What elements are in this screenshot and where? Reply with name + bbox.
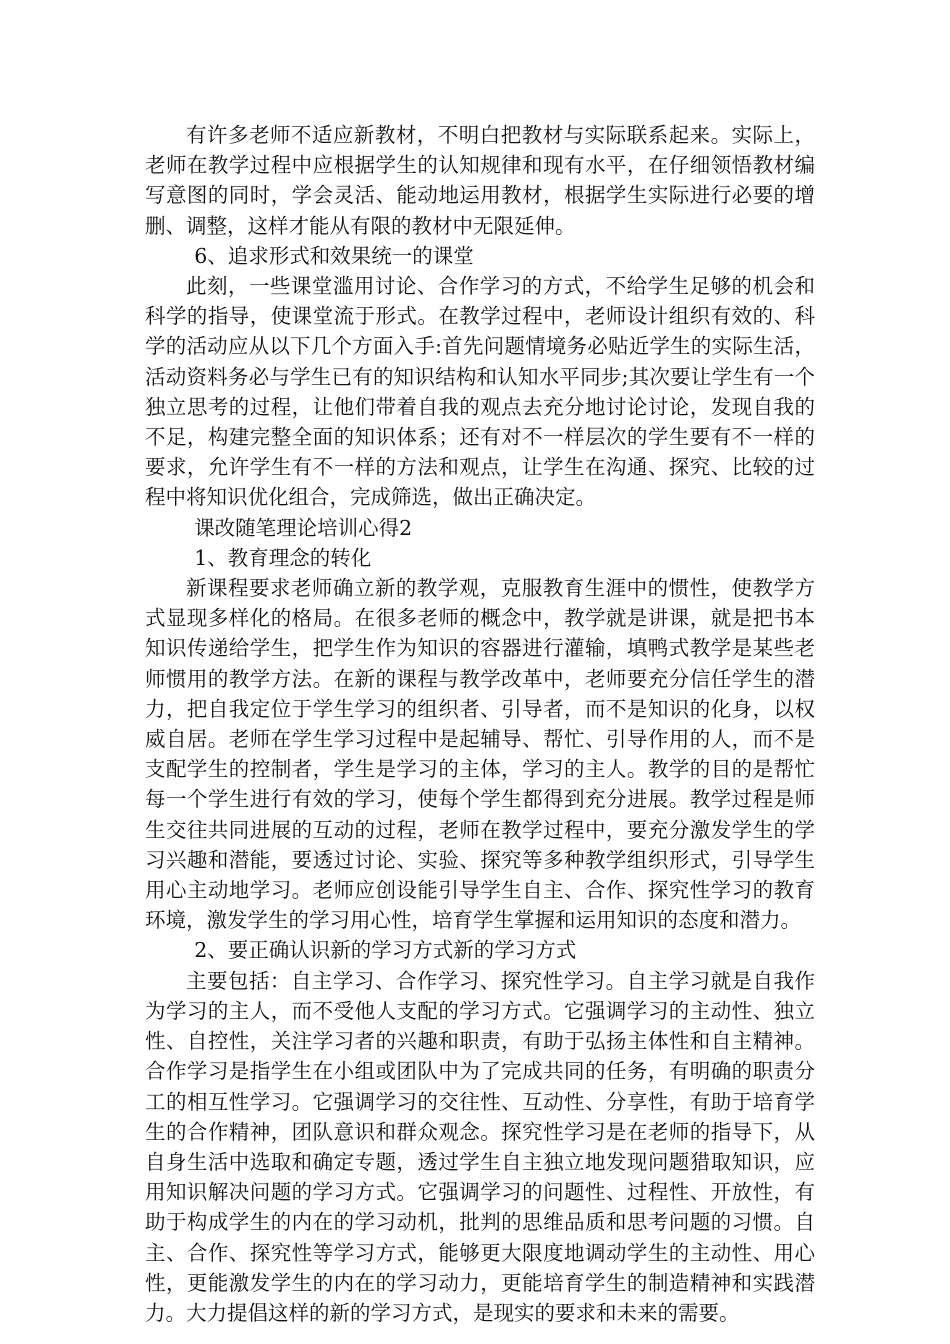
heading-form-and-effect: 6、追求形式和效果统一的课堂 <box>194 243 474 268</box>
paragraph-learning-methods: 主要包括：自主学习、合作学习、探究性学习。自主学习就是自我作为学习的主人，而不受他人支配的学习方式。它强调学习的主动性、独立性、自控性，关注学习者的兴趣和职责，有助于弘扬主体性和自主精神。合作学习是指学生在小组或团队中为了完成共同的任务，有明确的职责分工的相互性学习。它强调学习的交往性、互动性、分享性，有助于培育学生的合作精神，团队意识和群众观念。探究性学习是在老师的指导下，从自身生活中选取和确定专题，透过学生自主独立地发现问题猎取知识，应用知识解决问题的学习方式。它强调学习的问题性、过程性、开放性，有助于构成学生的内在的学习动机，批判的思维品质和思考问题的习惯。自主、合作、探究性等学习方式，能够更大限度地调动学生的主动性、用心性，更能激发学生的内在的学习动力，更能培育学生的制造精神和实践潜力。大力提倡这样的新的学习方式，是现实的要求和未来的需要。 <box>145 968 815 1325</box>
heading-essay-title-2: 课改随笔理论培训心得2 <box>194 515 413 540</box>
paragraph-textbook-adaptation: 有许多老师不适应新教材，不明白把教材与实际联系起来。实际上，老师在教学过程中应根据学生的认知规律和现有水平，在仔细领悟教材编写意图的同时，学会灵活、能动地运用教材，根据学生实际进行必要的增删、调整，这样才能从有限的教材中无限延伸。 <box>145 123 815 238</box>
heading-concept-transformation: 1、教育理念的转化 <box>194 545 372 570</box>
paragraph-new-teaching-view: 新课程要求老师确立新的教学观，克服教育生涯中的惯性，使教学方式显现多样化的格局。在很多老师的概念中，教学就是讲课，就是把书本知识传递给学生，把学生作为知识的容器进行灌输，填鸭式教学是某些老师惯用的教学方法。在新的课程与教学改革中，老师要充分信任学生的潜力，把自我定位于学生学习的组织者、引导者，而不是知识的化身，以权威自居。老师在学生学习过程中是起辅导、帮忙、引导作用的人，而不是支配学生的控制者，学生是学习的主体，学习的主人。教学的目的是帮忙每一个学生进行有效的学习，使每个学生都得到充分进展。教学过程是师生交往共同进展的互动的过程，老师在教学过程中，要充分激发学生的学习兴趣和潜能，要透过讨论、实验、探究等多种教学组织形式，引导学生用心主动地学习。老师应创设能引导学生自主、合作、探究性学习的教育环境，激发学生的学习用心性，培育学生掌握和运用知识的态度和潜力。 <box>145 576 815 933</box>
document-page <box>145 120 815 1328</box>
paragraph-classroom-activities: 此刻，一些课堂滥用讨论、合作学习的方式，不给学生足够的机会和科学的指导，使课堂流于形式。在教学过程中，老师设计组织有效的、科学的活动应从以下几个方面入手:首先问题情境务必贴近学生的实际生活，活动资料务必与学生已有的知识结构和认知水平同步;其次要让学生有一个独立思考的过程，让他们带着自我的观点去充分地讨论讨论，发现自我的不足，构建完整全面的知识体系；还有对不一样层次的学生要有不一样的要求，允许学生有不一样的方法和观点，让学生在沟通、探究、比较的过程中将知识优化组合，完成筛选，做出正确决定。 <box>145 274 815 510</box>
heading-learning-methods: 2、要正确认识新的学习方式新的学习方式 <box>194 938 577 963</box>
